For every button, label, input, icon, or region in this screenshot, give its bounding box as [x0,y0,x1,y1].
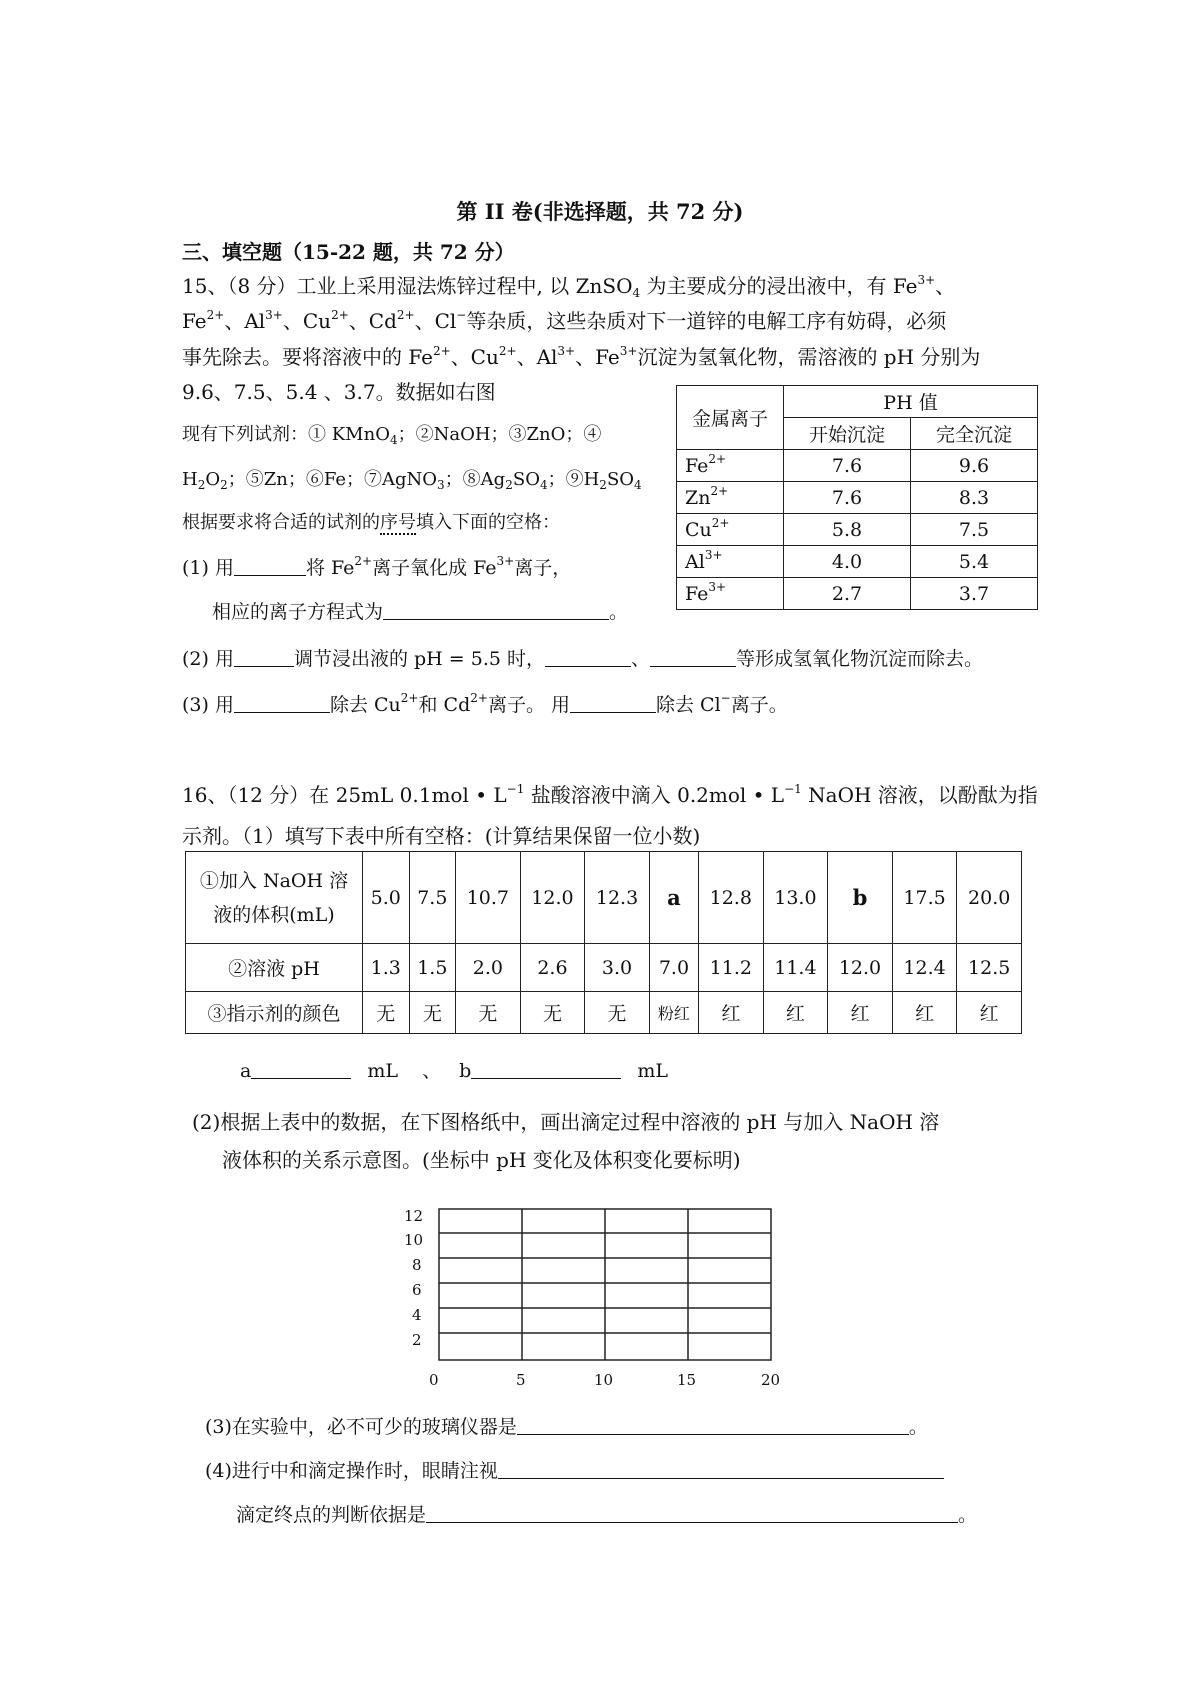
ph-cell: 1.3 [363,944,410,992]
ph-cell: 1.5 [409,944,456,992]
q16-part3: (3)在实验中，必不可少的玻璃仪器是 。 [205,1416,928,1438]
row-label-ph: ②溶液 pH [186,944,363,992]
answer-blank[interactable] [383,601,609,620]
header-metal-ion: 金属离子 [677,386,784,450]
ph-cell: 7.0 [649,944,698,992]
q16-line1: 16、（12 分）在 25mL 0.1mol • $L^{-1}$ 盐酸溶液中滴入 0.2mol • $L^{-1}$ NaOH 溶液，以酚酞为指 [182,782,1038,807]
header-ph-value: PH 值 [784,386,1038,418]
answer-blank[interactable] [498,1460,944,1479]
answer-blank-b[interactable] [471,1060,621,1079]
table-row [677,578,1038,610]
end-cell: 7.5 [911,514,1038,546]
start-cell: 4.0 [784,546,911,578]
table-row [186,852,1022,944]
q15-part2: (2) 用 调节浸出液的 pH = 5.5 时， 、 等形成氢氧化物沉淀而除去。 [182,648,984,670]
volume-cell: 12.0 [520,852,585,944]
table-row [186,992,1022,1034]
y-tick-label: 12 [404,1207,424,1225]
y-tick-label: 2 [412,1331,422,1349]
start-cell: 2.7 [784,578,911,610]
color-cell: 红 [828,992,893,1034]
volume-cell: 7.5 [409,852,456,944]
ion-cell: $Fe^{3+}$ [677,578,784,610]
q15-line4: 9.6、7.5、5.4 、3.7。数据如右图 [182,380,496,404]
ion-cell: $Zn^{2+}$ [677,482,784,514]
end-cell: 8.3 [911,482,1038,514]
q15-reagents-line2: $H_2O_2$；⑤Zn；⑥Fe；⑦AgNO$_3$；$⑧Ag_2SO_4$；$⑨H_2SO_4$ [182,469,642,492]
table-row [677,514,1038,546]
ph-cell: 3.0 [585,944,650,992]
ion-cell: $Fe^{2+}$ [677,450,784,482]
y-tick-label: 10 [404,1231,424,1249]
table-row [186,944,1022,992]
x-tick-label: 15 [677,1371,697,1389]
volume-cell: 12.3 [585,852,650,944]
answer-blank[interactable] [545,648,631,667]
q16-part2-line2: 液体积的关系示意图。(坐标中 pH 变化及体积变化要标明) [222,1148,741,1172]
x-tick-label: 20 [761,1371,781,1389]
color-cell: 红 [892,992,957,1034]
header-complete-precipitation: 完全沉淀 [911,418,1038,450]
color-cell: 红 [957,992,1022,1034]
ph-cell: 12.5 [957,944,1022,992]
titration-table [185,851,1022,1034]
x-tick-label: 0 [429,1371,439,1389]
q16-part2-line1: (2)根据上表中的数据，在下图格纸中，画出滴定过程中溶液的 pH 与加入 NaOH 溶 [192,1110,940,1134]
row-label-volume: ①加入 NaOH 溶 液的体积(mL) [186,852,363,944]
answer-blank[interactable] [517,1416,909,1435]
q15-instruction: 根据要求将合适的试剂的序号填入下面的空格： [182,512,560,533]
answer-blank[interactable] [234,694,330,713]
color-cell: 无 [585,992,650,1034]
y-tick-label: 8 [412,1256,422,1274]
x-tick-label: 5 [516,1371,526,1389]
answer-blank[interactable] [650,648,736,667]
answer-blank[interactable] [234,557,306,576]
q16-part4-line2: 滴定终点的判断依据是 。 [236,1504,978,1526]
volume-cell: 13.0 [763,852,828,944]
table-row [677,546,1038,578]
volume-cell: 5.0 [363,852,410,944]
q15-line2: $Fe^{2+}$、$Al^{3+}$、$Cu^{2+}$、$Cd^{2+}$、Cl−等杂质，这些杂质对下一道锌的电解工序有妨碍，必须 [182,308,947,333]
ph-cell: 2.6 [520,944,585,992]
ph-cell: 11.4 [763,944,828,992]
volume-cell-b: b [828,852,893,944]
volume-cell: 20.0 [957,852,1022,944]
section-subtitle: 三、填空题（15-22 题，共 72 分） [182,240,515,264]
color-cell: 红 [699,992,764,1034]
ion-ph-table [676,385,1038,610]
table-row [677,482,1038,514]
table-row [677,450,1038,482]
answer-blank[interactable] [570,694,656,713]
q15-line3: 事先除去。要将溶液中的 $Fe^{2+}$、$Cu^{2+}$、$Al^{3+}$、$Fe^{3+}$沉淀为氢氧化物，需溶液的 pH 分别为 [182,344,981,369]
graph-paper[interactable] [390,1205,790,1395]
answer-blank[interactable] [426,1504,958,1523]
q16-part4-line1: (4)进行中和滴定操作时，眼睛注视 [205,1456,944,1483]
color-cell: 无 [409,992,456,1034]
ph-cell: 12.4 [892,944,957,992]
q16-ab-answers: a mL 、 b mL [240,1060,668,1082]
q15-part3: (3) 用 除去 $Cu^{2+}$和 $Cd^{2+}$离子。 用 除去 Cl−离子。 [182,691,788,716]
q15-part1-line2: 相应的离子方程式为 。 [212,601,629,623]
y-tick-label: 4 [412,1306,422,1324]
volume-cell-a: a [649,852,698,944]
ph-cell: 2.0 [456,944,521,992]
color-cell: 无 [456,992,521,1034]
color-cell: 无 [363,992,410,1034]
volume-cell: 17.5 [892,852,957,944]
color-cell: 无 [520,992,585,1034]
end-cell: 5.4 [911,546,1038,578]
end-cell: 3.7 [911,578,1038,610]
volume-cell: 10.7 [456,852,521,944]
q16-line2: 示剂。（1）填写下表中所有空格：(计算结果保留一位小数) [182,824,701,848]
color-cell: 粉红 [649,992,698,1034]
row-label-indicator: ③指示剂的颜色 [186,992,363,1034]
start-cell: 7.6 [784,450,911,482]
start-cell: 5.8 [784,514,911,546]
header-start-precipitation: 开始沉淀 [784,418,911,450]
volume-cell: 12.8 [699,852,764,944]
ph-cell: 12.0 [828,944,893,992]
ph-cell: 11.2 [699,944,764,992]
answer-blank-a[interactable] [251,1060,351,1079]
start-cell: 7.6 [784,482,911,514]
y-tick-label: 6 [412,1281,422,1299]
q15-part1-line1: (1) 用 将 $Fe^{2+}$离子氧化成 $Fe^{3+}$离子， [182,554,572,579]
section-title: 第 II 卷(非选择题，共 72 分) [456,199,744,224]
end-cell: 9.6 [911,450,1038,482]
q15-reagents-line1: 现有下列试剂：① KMnO$_4$；②NaOH；③ZnO；④ [182,424,602,447]
answer-blank[interactable] [234,648,294,667]
ion-cell: $Al^{3+}$ [677,546,784,578]
ion-cell: $Cu^{2+}$ [677,514,784,546]
x-tick-label: 10 [594,1371,614,1389]
color-cell: 红 [763,992,828,1034]
q15-line1: 15、（8 分）工业上采用湿法炼锌过程中, 以 ZnSO$_4$ 为主要成分的浸出液中，有 $Fe^{3+}$、 [182,273,956,300]
